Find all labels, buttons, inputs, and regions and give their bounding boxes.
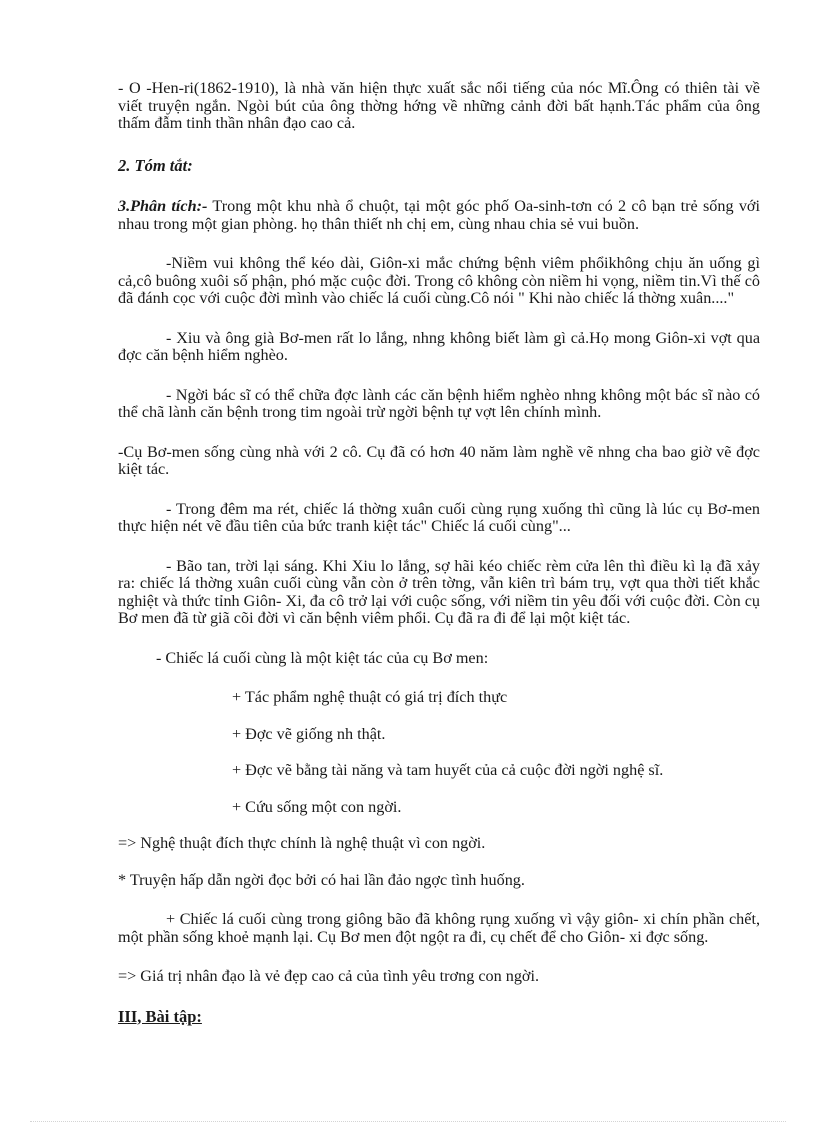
paragraph-joy: -Niềm vui không thể kéo dài, Giôn-xi mắc chứng bệnh viêm phổikhông chịu ăn uống gì cả,cô buông xuôi số phận, phó mặc cuộc đời. Trong cô không còn niềm hi vọng, niềm tin.Vì thế cô đã đánh cọc với cuộc đời mình vào chiếc lá cuối cùng.Cô nói " Khi nào chiếc lá thờng xuân...." [118, 254, 760, 307]
page-bottom-border [30, 1121, 786, 1122]
analysis-paragraph [118, 198, 760, 233]
twists-note: * Truyện hấp dẫn ngời đọc bởi có hai lần đảo ngợc tình huống. [118, 870, 525, 889]
paragraph-xiu: - Xiu và ông già Bơ-men rất lo lắng, nhng không biết làm gì cả.Họ mong Giôn-xi vợt qua đợc căn bệnh hiểm nghèo. [118, 328, 760, 364]
plus-item: + Tác phẩm nghệ thuật có giá trị đích thực [232, 688, 508, 706]
conclusion-value: => Giá trị nhân đạo là vẻ đẹp cao cả của tình yêu trơng con ngời. [118, 967, 540, 985]
paragraph-behrman: -Cụ Bơ-men sống cùng nhà với 2 cô. Cụ đã có hơn 40 năm làm nghề vẽ nhng cha bao giờ vẽ đợc kiệt tác. [118, 442, 760, 478]
summary-heading: 2. Tóm tắt: [118, 155, 193, 175]
masterpiece-intro: - Chiếc lá cuối cùng là một kiệt tác của cụ Bơ men: [156, 648, 489, 667]
document-page [118, 80, 760, 1026]
twist-detail: + Chiếc lá cuối cùng trong giông bão đã không rụng xuống vì vậy giôn- xi chín phần chết, một phần sống khoẻ mạnh lại. Cụ Bơ men đột ngột ra đi, cụ chết để cho Giôn- xi đợc sống. [118, 910, 760, 946]
paragraph-night: - Trong đêm ma rét, chiếc lá thờng xuân cuối cùng rụng xuống thì cũng là lúc cụ Bơ-men thực hiện nét vẽ đầu tiên của bức tranh kiệt tác" Chiếc lá cuối cùng"... [118, 499, 760, 535]
plus-item: + Đợc vẽ bằng tài năng và tam huyết của cả cuộc đời ngời nghệ sĩ. [232, 761, 664, 779]
conclusion-art: => Nghệ thuật đích thực chính là nghệ thuật vì con ngời. [118, 834, 486, 852]
author-intro: - O -Hen-ri(1862-1910), là nhà văn hiện thực xuất sắc nổi tiếng của nóc Mĩ.Ông có thiên tài về viết truyện ngắn. Ngòi bút của ông thờng hớng về những cảnh đời bất hạnh.Tác phẩm của ông thấm đẫm tinh thần nhân đạo cao cả. [118, 79, 760, 132]
paragraph-storm: - Bão tan, trời lại sáng. Khi Xiu lo lắng, sợ hãi kéo chiếc rèm cửa lên thì điều kì lạ đã xảy ra: chiếc lá thờng xuân cuối cùng vẫn còn ở trên tờng, vẫn kiên trì bám trụ, vợt qua thời tiết khắc nghiệt và thức tỉnh Giôn- Xi, đa cô trở lại với cuộc sống, với niềm tin yêu đối với cuộc đời. Còn cụ Bơ men đã từ giã cõi đời vì căn bệnh viêm phổi. Cụ đã ra đi để lại một kiệt tác. [118, 556, 760, 627]
plus-item: + Cứu sống một con ngời. [232, 797, 402, 816]
exercise-heading: III, Bài tập: [118, 1006, 202, 1026]
analysis-text: Trong một khu nhà ổ chuột, tại một góc phố Oa-sinh-tơn có 2 cô bạn trẻ sống với nhau trong một gian phòng. họ thân thiết nh chị em, cùng nhau chia sẻ vui buồn. [118, 197, 760, 233]
plus-item: + Đợc vẽ giống nh thật. [232, 724, 386, 743]
paragraph-doctor: - Ngời bác sĩ có thể chữa đợc lành các căn bệnh hiểm nghèo nhng không một bác sĩ nào có thể chã lành căn bệnh trong tim ngoài trừ ngời bệnh tự vợt lên chính mình. [118, 385, 760, 421]
analysis-label: 3.Phân tích:- [118, 197, 208, 215]
